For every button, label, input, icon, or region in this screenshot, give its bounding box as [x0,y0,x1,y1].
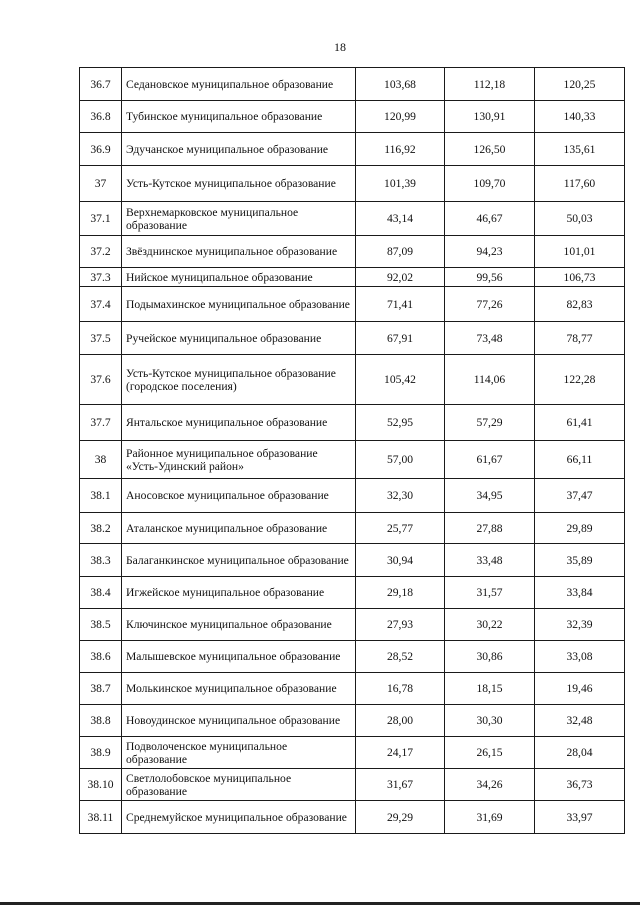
row-number: 38.2 [80,513,122,544]
municipality-name: Подволоченское муниципальное образование [122,737,356,769]
value-3: 117,60 [535,166,625,202]
municipality-name: Подымахинское муниципальное образование [122,287,356,322]
row-number: 38.3 [80,544,122,577]
value-2: 61,67 [445,441,535,479]
municipality-name: Усть-Кутское муниципальное образование (городское поселения) [122,355,356,405]
value-3: 33,97 [535,801,625,834]
value-1: 87,09 [356,236,445,268]
value-2: 31,57 [445,577,535,609]
row-number: 37.5 [80,322,122,355]
table-row [80,641,625,673]
value-2: 27,88 [445,513,535,544]
value-2: 109,70 [445,166,535,202]
value-3: 50,03 [535,202,625,236]
row-number: 38.9 [80,737,122,769]
table-row [80,287,625,322]
value-1: 24,17 [356,737,445,769]
municipality-name: Молькинское муниципальное образование [122,673,356,705]
value-3: 120,25 [535,68,625,101]
value-2: 114,06 [445,355,535,405]
value-3: 135,61 [535,133,625,166]
value-3: 29,89 [535,513,625,544]
table-row [80,202,625,236]
row-number: 37 [80,166,122,202]
value-1: 25,77 [356,513,445,544]
value-2: 130,91 [445,101,535,133]
data-table [79,67,625,834]
value-1: 28,52 [356,641,445,673]
value-3: 36,73 [535,769,625,801]
value-1: 16,78 [356,673,445,705]
value-3: 33,08 [535,641,625,673]
table-row [80,513,625,544]
municipality-name: Малышевское муниципальное образование [122,641,356,673]
value-2: 34,95 [445,479,535,513]
value-2: 18,15 [445,673,535,705]
table-row [80,68,625,101]
row-number: 37.4 [80,287,122,322]
value-3: 140,33 [535,101,625,133]
value-1: 71,41 [356,287,445,322]
row-number: 38.1 [80,479,122,513]
row-number: 37.2 [80,236,122,268]
value-2: 33,48 [445,544,535,577]
table-row [80,801,625,834]
value-3: 28,04 [535,737,625,769]
value-2: 57,29 [445,405,535,441]
value-3: 78,77 [535,322,625,355]
value-3: 35,89 [535,544,625,577]
value-3: 37,47 [535,479,625,513]
value-2: 94,23 [445,236,535,268]
value-1: 29,29 [356,801,445,834]
value-1: 32,30 [356,479,445,513]
value-1: 29,18 [356,577,445,609]
table-row [80,441,625,479]
value-2: 34,26 [445,769,535,801]
value-1: 116,92 [356,133,445,166]
value-2: 46,67 [445,202,535,236]
row-number: 38.6 [80,641,122,673]
municipality-name: Седановское муниципальное образование [122,68,356,101]
value-2: 26,15 [445,737,535,769]
municipality-name: Усть-Кутское муниципальное образование [122,166,356,202]
value-2: 99,56 [445,268,535,287]
value-2: 31,69 [445,801,535,834]
value-2: 77,26 [445,287,535,322]
value-3: 82,83 [535,287,625,322]
municipality-name: Звёзднинское муниципальное образование [122,236,356,268]
row-number: 37.6 [80,355,122,405]
table-row [80,673,625,705]
value-1: 31,67 [356,769,445,801]
municipality-name: Нийское муниципальное образование [122,268,356,287]
municipality-name: Районное муниципальное образование «Усть-Удинский район» [122,441,356,479]
municipality-name: Тубинское муниципальное образование [122,101,356,133]
municipality-name: Новоудинское муниципальное образование [122,705,356,737]
table-row [80,705,625,737]
value-2: 73,48 [445,322,535,355]
value-3: 33,84 [535,577,625,609]
municipality-name: Балаганкинское муниципальное образование [122,544,356,577]
table-row [80,544,625,577]
table-row [80,769,625,801]
row-number: 37.7 [80,405,122,441]
value-1: 105,42 [356,355,445,405]
value-3: 122,28 [535,355,625,405]
table-row [80,577,625,609]
value-2: 30,30 [445,705,535,737]
table-row [80,133,625,166]
value-1: 92,02 [356,268,445,287]
municipality-name: Аталанское муниципальное образование [122,513,356,544]
municipality-name: Верхнемарковское муниципальное образование [122,202,356,236]
value-1: 27,93 [356,609,445,641]
municipality-name: Ключинское муниципальное образование [122,609,356,641]
row-number: 38.5 [80,609,122,641]
table-row [80,322,625,355]
municipality-name: Игжейское муниципальное образование [122,577,356,609]
value-1: 103,68 [356,68,445,101]
value-3: 101,01 [535,236,625,268]
municipality-name: Аносовское муниципальное образование [122,479,356,513]
value-2: 30,22 [445,609,535,641]
value-1: 57,00 [356,441,445,479]
row-number: 38 [80,441,122,479]
value-3: 19,46 [535,673,625,705]
value-2: 30,86 [445,641,535,673]
row-number: 38.10 [80,769,122,801]
table-body [80,68,625,834]
value-1: 43,14 [356,202,445,236]
value-1: 52,95 [356,405,445,441]
municipality-name: Эдучанское муниципальное образование [122,133,356,166]
value-3: 61,41 [535,405,625,441]
row-number: 38.7 [80,673,122,705]
value-1: 67,91 [356,322,445,355]
row-number: 38.11 [80,801,122,834]
value-1: 101,39 [356,166,445,202]
row-number: 36.9 [80,133,122,166]
table-row [80,609,625,641]
municipality-name: Среднемуйское муниципальное образование [122,801,356,834]
value-1: 30,94 [356,544,445,577]
row-number: 36.7 [80,68,122,101]
table-row [80,101,625,133]
table-row [80,737,625,769]
value-3: 32,39 [535,609,625,641]
table-row [80,355,625,405]
value-3: 106,73 [535,268,625,287]
value-3: 66,11 [535,441,625,479]
row-number: 37.1 [80,202,122,236]
table-row [80,268,625,287]
row-number: 37.3 [80,268,122,287]
municipality-name: Янтальское муниципальное образование [122,405,356,441]
table-row [80,479,625,513]
municipality-name: Ручейское муниципальное образование [122,322,356,355]
value-1: 28,00 [356,705,445,737]
value-2: 126,50 [445,133,535,166]
value-3: 32,48 [535,705,625,737]
row-number: 38.8 [80,705,122,737]
value-1: 120,99 [356,101,445,133]
table-row [80,166,625,202]
table-row [80,405,625,441]
row-number: 38.4 [80,577,122,609]
value-2: 112,18 [445,68,535,101]
table-row [80,236,625,268]
page-number: 18 [334,40,346,54]
municipality-name: Светлолобовское муниципальное образование [122,769,356,801]
row-number: 36.8 [80,101,122,133]
